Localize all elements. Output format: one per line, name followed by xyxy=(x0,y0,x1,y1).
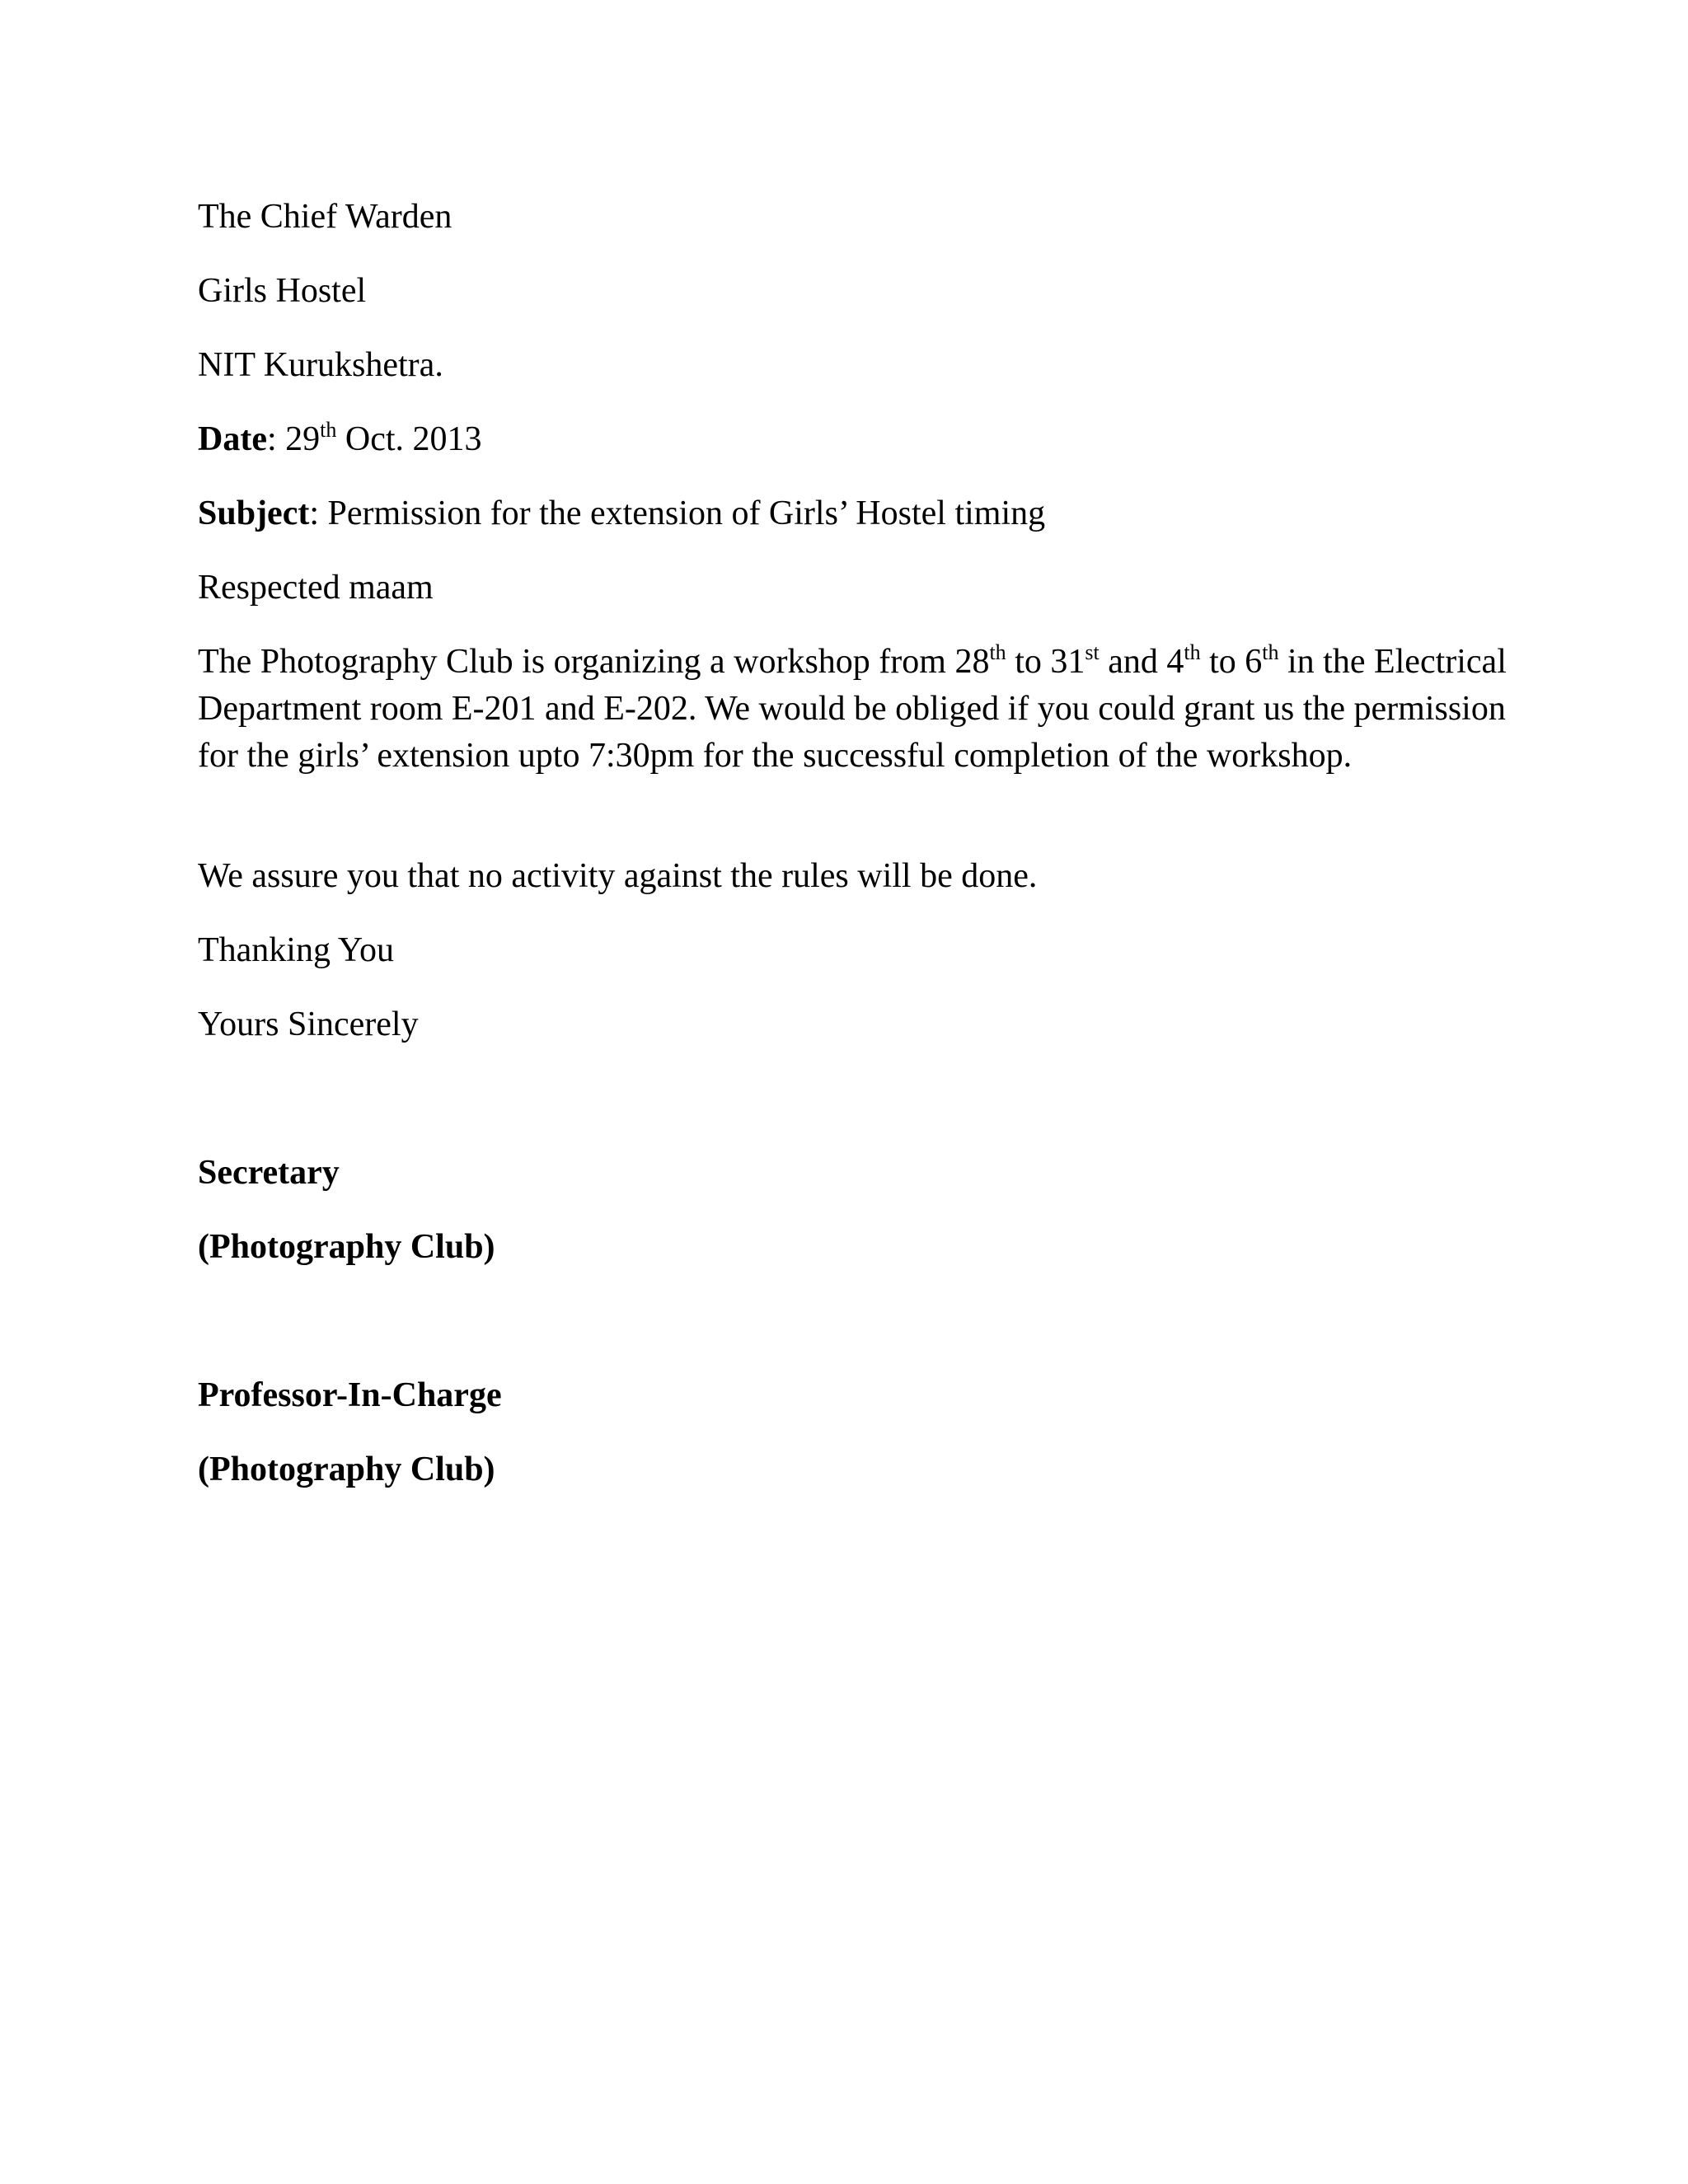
subject-line xyxy=(198,490,1045,537)
date-day-suffix: th xyxy=(320,418,337,442)
body-p1-text-1: The Photography Club is organizing a workshop from 28 xyxy=(198,643,990,681)
signatory-secretary-title: Secretary xyxy=(198,1154,340,1192)
recipient-institute: NIT Kurukshetra. xyxy=(198,346,443,384)
date-line xyxy=(198,416,482,463)
date-label: Date xyxy=(198,420,267,458)
body-p1-text-3: and 4 xyxy=(1099,643,1184,681)
closing-sign-off: Yours Sincerely xyxy=(198,1005,419,1043)
salutation: Respected maam xyxy=(198,569,434,607)
recipient-hostel: Girls Hostel xyxy=(198,272,367,310)
body-paragraph-2: We assure you that no activity against the rules will be done. xyxy=(198,857,1038,895)
body-p1-sup-2: st xyxy=(1085,640,1100,664)
date-day: 29 xyxy=(285,420,321,458)
signatory-professor-title: Professor-In-Charge xyxy=(198,1376,502,1414)
body-p1-sup-4: th xyxy=(1262,640,1279,664)
body-p1-text-2: to 31 xyxy=(1006,643,1085,681)
closing-thanks: Thanking You xyxy=(198,931,395,969)
subject-text: : Permission for the extension of Girls’ Hostel timing xyxy=(309,494,1046,532)
date-separator: : xyxy=(266,420,286,458)
body-p1-text-5: in the Electrical Department room E-201 and E-202. We would be obliged if you could grant us the permission for the girls’ extension upto 7:30pm for the successful completion of the workshop. xyxy=(198,643,1507,775)
subject-label: Subject xyxy=(198,494,310,532)
signatory-secretary-org: (Photography Club) xyxy=(198,1228,495,1266)
signatory-professor-org: (Photography Club) xyxy=(198,1451,495,1488)
body-p1-sup-1: th xyxy=(989,640,1006,664)
body-p1-sup-3: th xyxy=(1184,640,1201,664)
recipient-title: The Chief Warden xyxy=(198,198,452,236)
body-paragraph-1 xyxy=(198,639,1533,780)
body-p1-text-4: to 6 xyxy=(1200,643,1263,681)
date-rest: Oct. 2013 xyxy=(336,420,482,458)
